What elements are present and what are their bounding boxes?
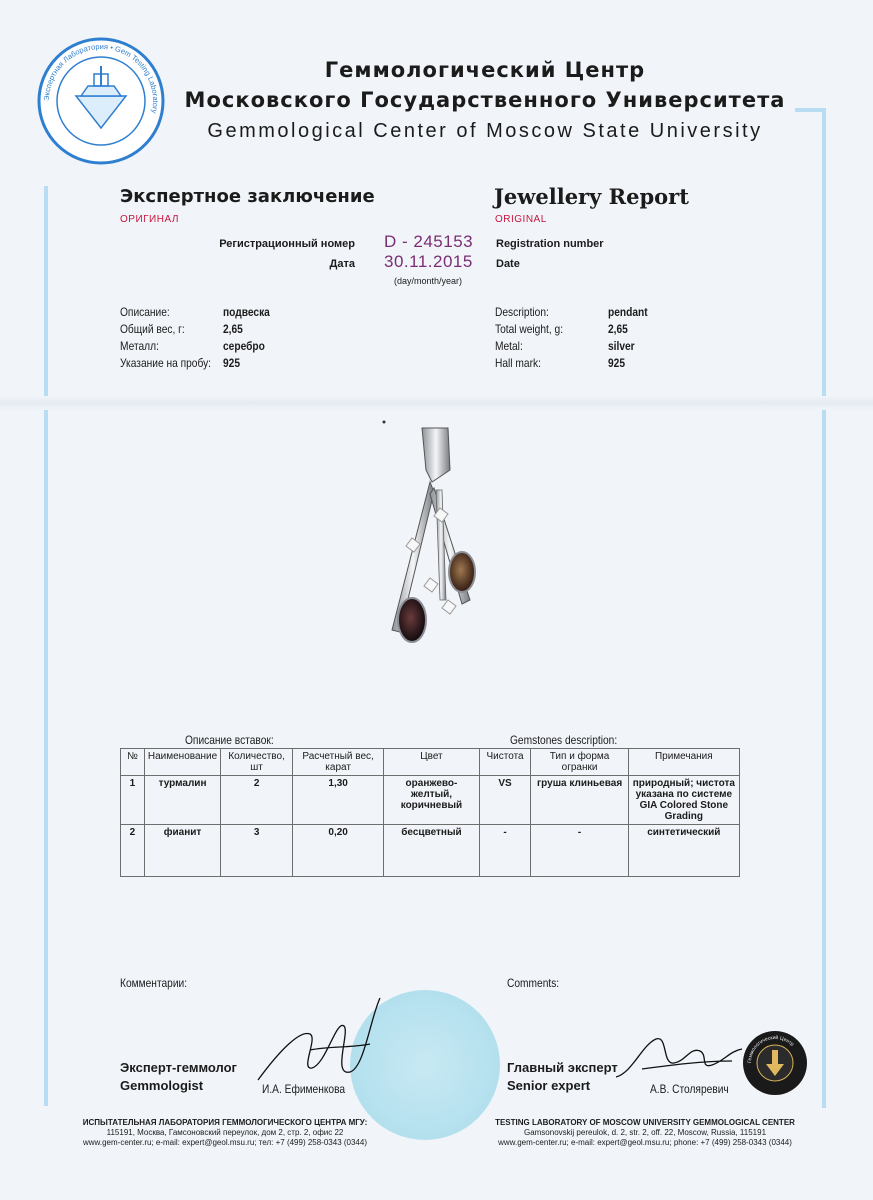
- detail-value-weight-en: 2,65: [608, 322, 628, 336]
- details-ru-values: [223, 304, 278, 372]
- detail-label-hallmark-ru: Указание на пробу:: [120, 356, 212, 370]
- detail-label-description-ru: Описание:: [120, 305, 170, 319]
- detail-value-metal-en: silver: [608, 339, 635, 353]
- cell-number: 1: [121, 776, 145, 825]
- footer-ru-line2: 115191, Москва, Гамсоновский переулок, дом 2, стр. 2, офис 22: [106, 1128, 344, 1137]
- col-header-number: №: [121, 749, 145, 776]
- col-header-weight: Расчетный вес, карат: [293, 749, 384, 776]
- cell-quantity: 2: [221, 776, 293, 825]
- university-seal-logo: [36, 36, 166, 166]
- detail-value-metal-ru: серебро: [223, 339, 265, 353]
- detail-value-hallmark-en: 925: [608, 356, 626, 370]
- report-title-ru: Экспертное заключение: [120, 186, 375, 207]
- footer-en-line2: Gamsonovskij pereulok, d. 2, str. 2, off. 22, Moscow, Russia, 115191: [523, 1128, 767, 1137]
- detail-value-description-ru: подвеска: [223, 305, 270, 319]
- header-title-ru-line2: Московского Государственного Университета: [184, 88, 786, 112]
- original-label-ru: ОРИГИНАЛ: [120, 214, 179, 225]
- gem-center-seal-text: Геммологический Центр: [746, 1034, 795, 1064]
- detail-label-description-en: Description:: [495, 305, 549, 319]
- cell-quantity: 3: [221, 825, 293, 877]
- detail-label-metal-en: Metal:: [495, 339, 523, 353]
- gem-center-seal: [742, 1030, 808, 1096]
- cell-clarity: VS: [479, 776, 531, 825]
- date-format-hint: (day/month/year): [394, 276, 463, 286]
- reg-number: D - 245153: [384, 232, 474, 251]
- footer-ru-line3: www.gem-center.ru; e-mail: expert@geol.msu.ru; тел: +7 (499) 258-0343 (0344): [82, 1138, 367, 1147]
- col-header-notes: Примечания: [628, 749, 739, 776]
- gems-caption-ru: Описание вставок:: [185, 733, 274, 747]
- col-header-name: Наименование: [144, 749, 220, 776]
- pendant-photo: [370, 410, 510, 660]
- reg-label-en: Registration number: [496, 238, 604, 250]
- table-row: [121, 776, 740, 825]
- senior-expert-title-en: Senior expert: [507, 1078, 591, 1093]
- footer-en-line1: TESTING LABORATORY OF MOSCOW UNIVERSITY GEMMOLOGICAL CENTER: [495, 1118, 795, 1127]
- report-title-en: Jewellery Report: [494, 184, 689, 209]
- date-label-en: Date: [496, 258, 520, 270]
- footer-en: [470, 1118, 820, 1148]
- footer-ru-line1: ИСПЫТАТЕЛЬНАЯ ЛАБОРАТОРИЯ ГЕММОЛОГИЧЕСКОГО ЦЕНТРА МГУ:: [82, 1118, 368, 1127]
- header-title-ru-line1: Геммологический Центр: [324, 58, 646, 82]
- gems-caption-en: Gemstones description:: [510, 733, 618, 747]
- table-row: [121, 825, 740, 877]
- detail-value-hallmark-ru: 925: [223, 356, 241, 370]
- date-label-ru: Дата: [329, 258, 355, 270]
- detail-label-metal-ru: Металл:: [120, 339, 159, 353]
- original-label-en: ORIGINAL: [495, 214, 547, 225]
- footer-en-line3: www.gem-center.ru; e-mail: expert@geol.msu.ru; phone: +7 (499) 258-0343 (0344): [498, 1138, 792, 1147]
- gemstones-table: [120, 748, 740, 877]
- col-header-clarity: Чистота: [479, 749, 531, 776]
- cell-name: фианит: [144, 825, 220, 877]
- date-value: 30.11.2015: [384, 252, 473, 271]
- footer-ru: [60, 1118, 390, 1148]
- cell-number: 2: [121, 825, 145, 877]
- table-header-row: [121, 749, 740, 776]
- senior-expert-name: А.В. Столяревич: [650, 1082, 729, 1096]
- comments-label-ru: Комментарии:: [120, 976, 188, 990]
- gemmologist-signature: [240, 990, 390, 1090]
- detail-label-weight-en: Total weight, g:: [495, 322, 564, 336]
- details-ru-block: [120, 304, 227, 372]
- cell-weight: 0,20: [293, 825, 384, 877]
- cell-clarity: -: [479, 825, 531, 877]
- cell-notes: синтетический: [628, 825, 739, 877]
- col-header-cut: Тип и форма огранки: [531, 749, 628, 776]
- paper-fold: [0, 396, 873, 410]
- detail-value-description-en: pendant: [608, 305, 648, 319]
- cell-color: бесцветный: [384, 825, 479, 877]
- cell-cut: груша клиньевая: [531, 776, 628, 825]
- senior-expert-signature: [612, 1025, 752, 1085]
- reg-label-ru: Регистрационный номер: [219, 238, 355, 250]
- frame-right-border: [822, 108, 826, 1108]
- cell-weight: 1,30: [293, 776, 384, 825]
- cell-notes: природный; чистота указана по системе GIA Colored Stone Grading: [628, 776, 739, 825]
- gemmologist-name: И.А. Ефименкова: [262, 1082, 346, 1096]
- details-en-block: [495, 304, 575, 372]
- comments-label-en: Comments:: [507, 976, 560, 990]
- cell-cut: -: [531, 825, 628, 877]
- col-header-quantity: Количество, шт: [221, 749, 293, 776]
- gemmologist-title-ru: Эксперт-геммолог: [120, 1060, 237, 1075]
- frame-left-border: [44, 186, 48, 1106]
- seal-ring-text: Экспертная Лаборатория • Gem Testing Laboratory: [41, 41, 161, 115]
- cell-color: оранжево-желтый, коричневый: [384, 776, 479, 825]
- header-title-en: Gemmological Center of Moscow State University: [207, 120, 763, 142]
- cell-name: турмалин: [144, 776, 220, 825]
- detail-value-weight-ru: 2,65: [223, 322, 243, 336]
- senior-expert-title-ru: Главный эксперт: [507, 1060, 618, 1075]
- gemmologist-title-en: Gemmologist: [120, 1078, 204, 1093]
- detail-label-weight-ru: Общий вес, г:: [120, 322, 185, 336]
- detail-label-hallmark-en: Hall mark:: [495, 356, 541, 370]
- col-header-color: Цвет: [384, 749, 479, 776]
- details-en-values: [608, 304, 655, 372]
